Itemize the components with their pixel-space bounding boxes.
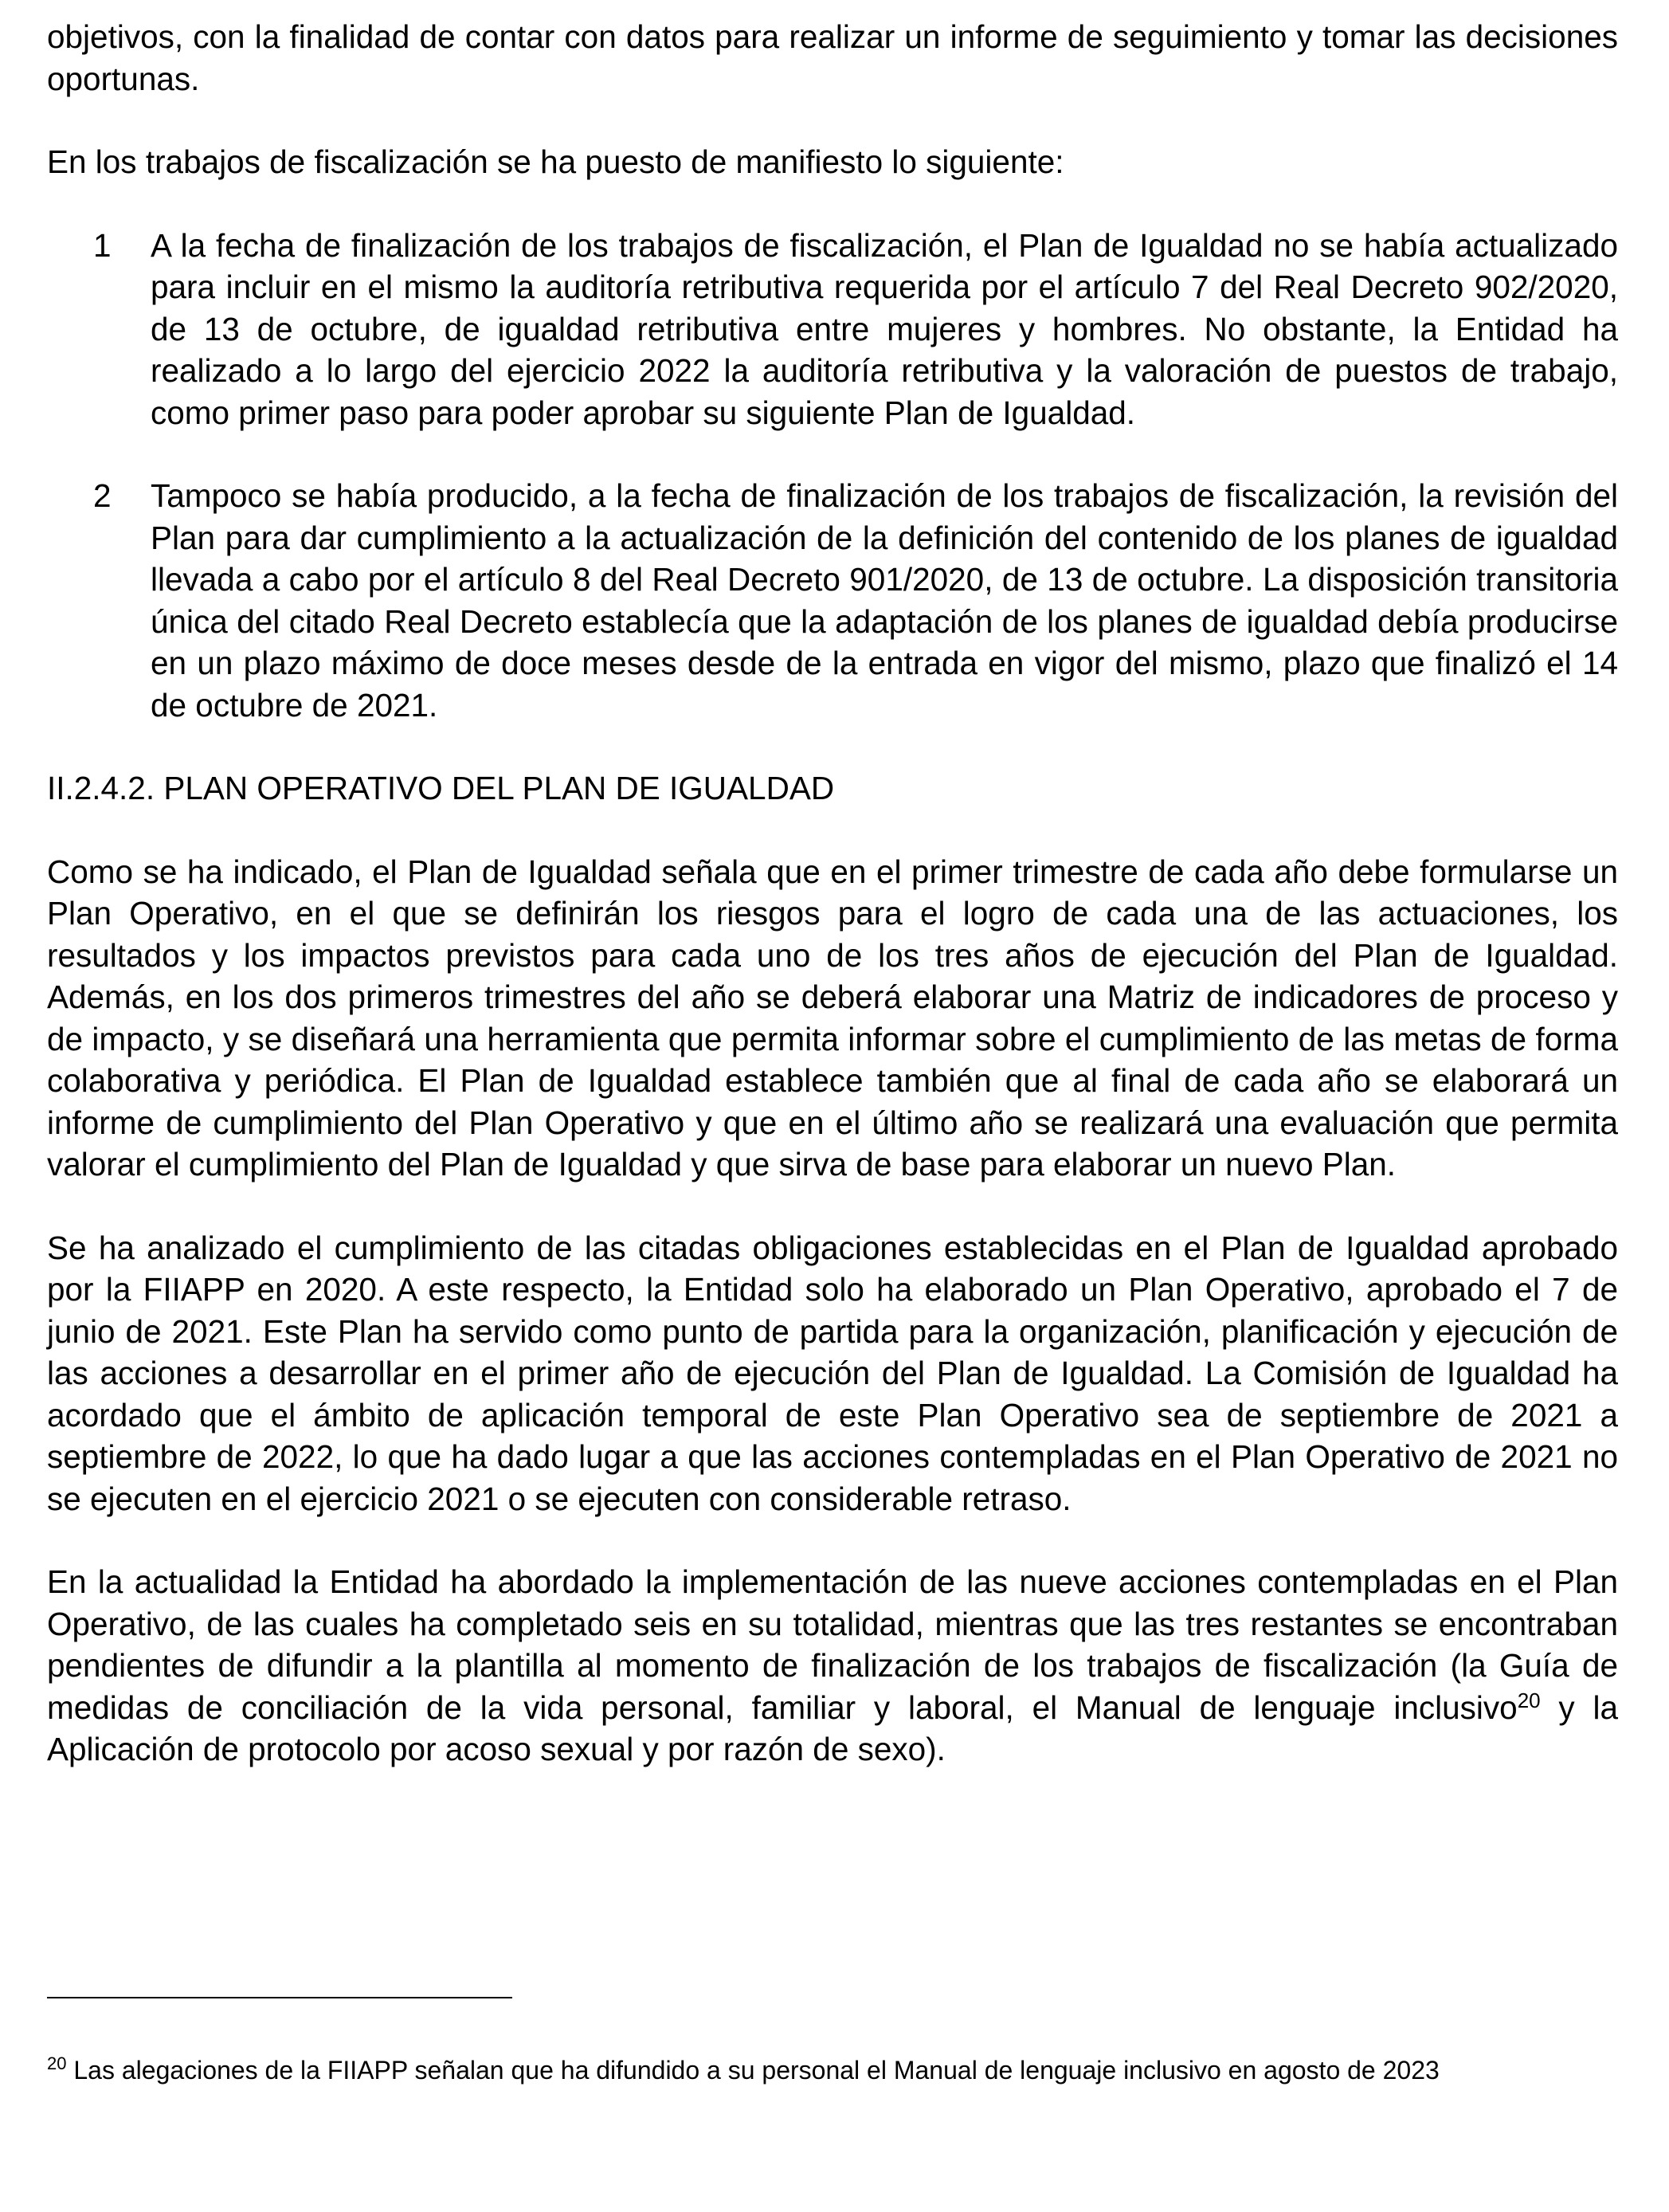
list-item: [47, 475, 1618, 726]
list-item-text: A la fecha de finalización de los trabajos de fiscalización, el Plan de Igualdad no se había actualizado para incluir en el mismo la auditoría retributiva requerida por el artículo 7 del Real Decreto 902/2020, de 13 de octubre, de igualdad retributiva entre mujeres y hombres. No obstante, la Entidad ha realizado a lo largo del ejercicio 2022 la auditoría retributiva y la valoración de puestos de trabajo, como primer paso para poder aprobar su siguiente Plan de Igualdad.: [151, 226, 1618, 431]
footnote-divider: [47, 1997, 512, 1998]
document-body: [47, 16, 1618, 1771]
footnote: [47, 2054, 1618, 2086]
footnote-text: Las alegaciones de la FIIAPP señalan que ha difundido a su personal el Manual de lenguaje inclusivo en agosto de 2023: [66, 2056, 1440, 2085]
paragraph-implementacion: [47, 1561, 1618, 1771]
footnote-reference[interactable]: 20: [1517, 1688, 1541, 1712]
paragraph-text-continued: y la Aplicación de protocolo por acoso sexual y por razón de sexo).: [47, 1688, 1618, 1767]
list-item: [47, 225, 1618, 434]
intro-paragraph: objetivos, con la finalidad de contar con datos para realizar un informe de seguimiento y tomar las decisiones oportunas.: [47, 18, 1618, 97]
section-heading: II.2.4.2. PLAN OPERATIVO DEL PLAN DE IGUALDAD: [47, 770, 835, 806]
list-item-number: 1: [93, 226, 112, 264]
list-item-number: 2: [93, 477, 112, 514]
paragraph-cumplimiento: Se ha analizado el cumplimiento de las citadas obligaciones establecidas en el Plan de Igualdad aprobado por la FIIAPP en 2020. A este respecto, la Entidad solo ha elaborado un Plan Operativo, aprobado el 7 de junio de 2021. Este Plan ha servido como punto de partida para la organización, planificación y ejecución de las acciones a desarrollar en el primer año de ejecución del Plan de Igualdad. La Comisión de Igualdad ha acordado que el ámbito de aplicación temporal de este Plan Operativo sea de septiembre de 2021 a septiembre de 2022, lo que ha dado lugar a que las acciones contempladas en el Plan Operativo de 2021 no se ejecuten en el ejercicio 2021 o se ejecuten con considerable retraso.: [47, 1229, 1618, 1517]
paragraph-text: En la actualidad la Entidad ha abordado la implementación de las nueve acciones contempladas en el Plan Operativo, de las cuales ha completado seis en su totalidad, mientras que las tres restantes se encontraban pendientes de difundir a la plantilla al momento de finalización de los trabajos de fiscalización (la Guía de medidas de conciliación de la vida personal, familiar y laboral, el Manual de lenguaje inclusivo: [47, 1563, 1618, 1726]
paragraph-plan-operativo: Como se ha indicado, el Plan de Igualdad señala que en el primer trimestre de cada año debe formularse un Plan Operativo, en el que se definirán los riesgos para el logro de cada una de las actuaciones, los resultados y los impactos previstos para cada uno de los tres años de ejecución del Plan de Igualdad. Además, en los dos primeros trimestres del año se deberá elaborar una Matriz de indicadores de proceso y de impacto, y se diseñará una herramienta que permita informar sobre el cumplimiento de las metas de forma colaborativa y periódica. El Plan de Igualdad establece también que al final de cada año se elaborará un informe de cumplimiento del Plan Operativo y que en el último año se realizará una evaluación que permita valorar el cumplimiento del Plan de Igualdad y que sirva de base para elaborar un nuevo Plan.: [47, 853, 1618, 1182]
list-item-text: Tampoco se había producido, a la fecha de finalización de los trabajos de fiscalización, la revisión del Plan para dar cumplimiento a la actualización de la definición del contenido de los planes de igualdad llevada a cabo por el artículo 8 del Real Decreto 901/2020, de 13 de octubre. La disposición transitoria única del citado Real Decreto establecía que la adaptación de los planes de igualdad debía producirse en un plazo máximo de doce meses desde de la entrada en vigor del mismo, plazo que finalizó el 14 de octubre de 2021.: [151, 477, 1618, 724]
findings-intro: En los trabajos de fiscalización se ha puesto de manifiesto lo siguiente:: [47, 143, 1064, 180]
findings-list: [47, 225, 1618, 727]
footnote-number: 20: [47, 2053, 67, 2073]
